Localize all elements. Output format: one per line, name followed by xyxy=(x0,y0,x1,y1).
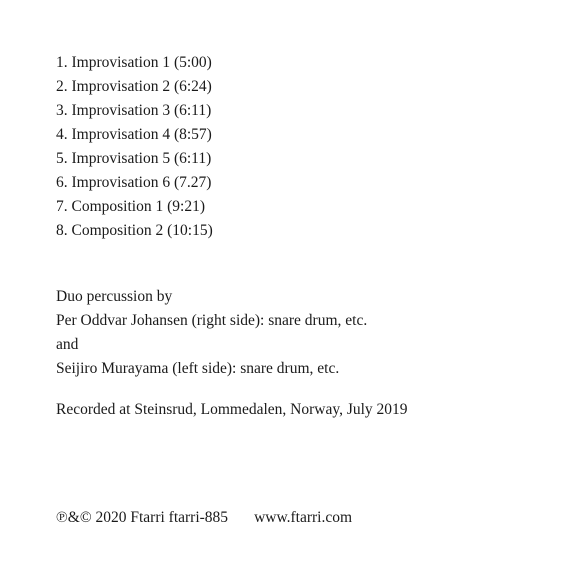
footer xyxy=(56,506,352,530)
track-item: 5. Improvisation 5 (6:11) xyxy=(56,150,212,167)
track-item: 2. Improvisation 2 (6:24) xyxy=(56,78,212,95)
track-item: 7. Composition 1 (9:21) xyxy=(56,198,205,215)
credits-and: and xyxy=(56,336,79,353)
track-item: 1. Improvisation 1 (5:00) xyxy=(56,54,212,71)
performer-credits xyxy=(56,285,367,381)
performer-murayama: Seijiro Murayama (left side): snare drum, etc. xyxy=(56,360,340,377)
track-item: 4. Improvisation 4 (8:57) xyxy=(56,126,212,143)
copyright-notice: ℗&© 2020 Ftarri ftarri-885 xyxy=(56,509,229,526)
track-item: 6. Improvisation 6 (7.27) xyxy=(56,174,212,191)
credits-intro: Duo percussion by xyxy=(56,288,173,305)
track-item: 3. Improvisation 3 (6:11) xyxy=(56,102,212,119)
recording-info: Recorded at Steinsrud, Lommedalen, Norway, July 2019 xyxy=(56,401,408,418)
track-item: 8. Composition 2 (10:15) xyxy=(56,222,213,239)
tracklist xyxy=(56,51,213,243)
website-url: www.ftarri.com xyxy=(254,509,353,526)
performer-johansen: Per Oddvar Johansen (right side): snare drum, etc. xyxy=(56,312,368,329)
